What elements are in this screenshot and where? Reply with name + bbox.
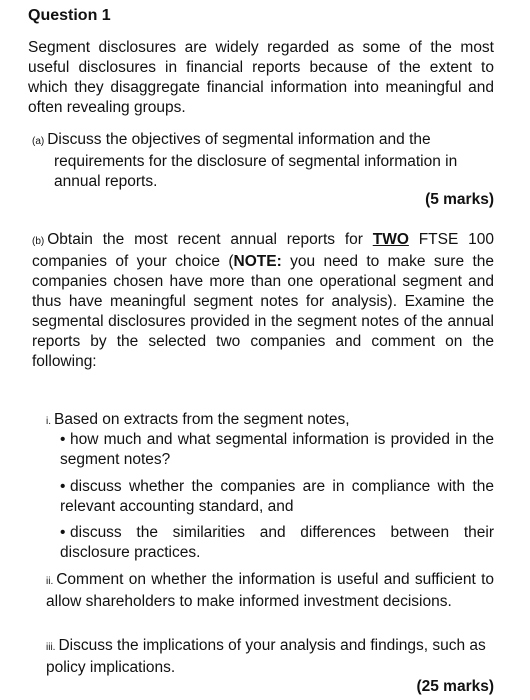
bullet-item	[60, 523, 494, 563]
part-b-marks: (25 marks)	[416, 678, 494, 695]
subpart-ii	[46, 570, 494, 612]
subpart-iii-marker: iii.	[46, 642, 56, 653]
part-b-marker: (b)	[32, 236, 45, 247]
question-title: Question 1	[28, 7, 111, 24]
bullet-dot: •	[60, 478, 66, 495]
bullet-item	[60, 477, 494, 517]
part-a	[32, 130, 488, 192]
part-b	[32, 230, 494, 372]
part-b-note-label: NOTE:	[233, 253, 282, 270]
part-a-marker: (a)	[32, 136, 45, 147]
bullet-item	[60, 430, 494, 470]
part-b-emphasis: TWO	[372, 231, 409, 248]
subpart-iii	[46, 636, 494, 678]
subpart-ii-text: Comment on whether the information is useful and sufficient to allow shareholders to make informed investment decisions.	[46, 571, 494, 610]
bullet-dot: •	[60, 524, 66, 541]
subpart-i-text: Based on extracts from the segment notes,	[54, 411, 350, 428]
subpart-i	[46, 410, 350, 432]
part-a-continuation: requirements for the disclosure of segmental information in annual reports.	[54, 153, 458, 190]
subpart-ii-marker: ii.	[46, 576, 54, 587]
bullet-text: how much and what segmental information is provided in the segment notes?	[60, 431, 494, 468]
question-intro: Segment disclosures are widely regarded as some of the most useful disclosures in financial reports because of the extent to which they disaggregate financial information into meaningful and often revealing groups.	[28, 39, 494, 116]
part-b-text-1: Obtain the most recent annual reports for	[47, 231, 373, 248]
bullet-text: discuss the similarities and differences between their disclosure practices.	[60, 524, 494, 561]
bullet-dot: •	[60, 431, 66, 448]
part-a-marks: (5 marks)	[425, 191, 494, 208]
subpart-iii-text: Discuss the implications of your analysis and findings, such as policy implications.	[46, 637, 486, 676]
part-b-text-2: FTSE 100 companies of your choice (	[32, 231, 495, 270]
part-a-first-line: Discuss the objectives of segmental information and the	[47, 131, 431, 148]
subpart-i-marker: i.	[46, 416, 51, 427]
part-b-text-3: you need to make sure the companies chosen have more than one operational segment and thus have meaningful segment notes for analysis). Examine the segmental disclosures provided in the segment notes of the annual reports by the selected two companies and comment on the following:	[32, 253, 494, 370]
bullet-text: discuss whether the companies are in compliance with the relevant accounting standard, and	[60, 478, 494, 515]
